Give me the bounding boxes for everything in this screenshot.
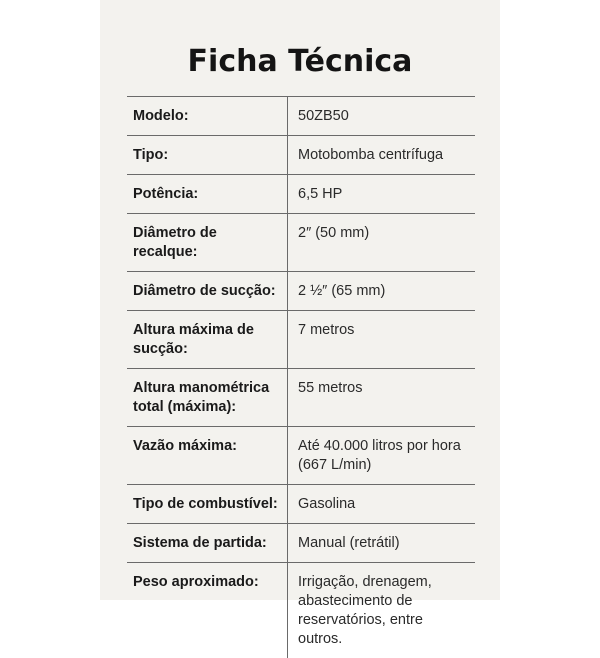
spec-value: Manual (retrátil) <box>288 524 476 563</box>
spec-label: Sistema de partida: <box>127 524 288 563</box>
spec-sheet-card <box>100 0 500 600</box>
spec-value: Irrigação, drenagem, abastecimento de reservatórios, entre outros. <box>288 563 476 658</box>
spec-label: Tipo: <box>127 136 288 175</box>
spec-value: 50ZB50 <box>288 97 476 136</box>
spec-table <box>127 96 475 658</box>
table-row <box>127 175 475 214</box>
spec-value: 2″ (50 mm) <box>288 214 476 272</box>
table-row <box>127 427 475 485</box>
spec-value: 2 ½″ (65 mm) <box>288 272 476 311</box>
page-title: Ficha Técnica <box>100 44 500 79</box>
spec-value: 7 metros <box>288 311 476 369</box>
table-row <box>127 485 475 524</box>
table-row <box>127 214 475 272</box>
table-row <box>127 524 475 563</box>
spec-label: Diâmetro de recalque: <box>127 214 288 272</box>
spec-label: Peso aproximado: <box>127 563 288 658</box>
spec-label: Altura manométrica total (máxima): <box>127 369 288 427</box>
table-row <box>127 136 475 175</box>
table-row <box>127 369 475 427</box>
spec-label: Altura máxima de sucção: <box>127 311 288 369</box>
spec-label: Potência: <box>127 175 288 214</box>
table-row <box>127 272 475 311</box>
spec-value: Motobomba centrífuga <box>288 136 476 175</box>
table-row <box>127 563 475 658</box>
spec-value: 55 metros <box>288 369 476 427</box>
spec-label: Modelo: <box>127 97 288 136</box>
spec-label: Diâmetro de sucção: <box>127 272 288 311</box>
spec-value: Até 40.000 litros por hora (667 L/min) <box>288 427 476 485</box>
spec-label: Vazão máxima: <box>127 427 288 485</box>
table-row <box>127 311 475 369</box>
table-row <box>127 97 475 136</box>
spec-value: 6,5 HP <box>288 175 476 214</box>
spec-value: Gasolina <box>288 485 476 524</box>
spec-label: Tipo de combustível: <box>127 485 288 524</box>
